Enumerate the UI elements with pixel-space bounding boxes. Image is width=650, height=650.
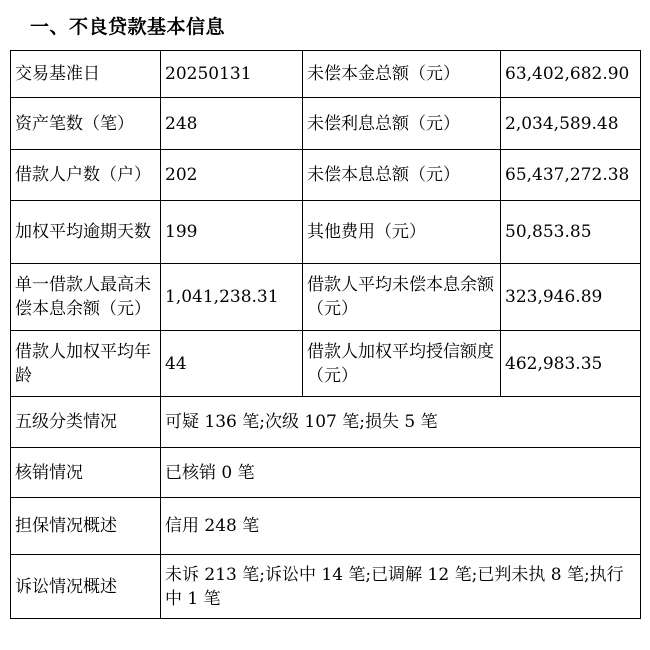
table-row	[11, 150, 641, 201]
row-value: 已核销 0 笔	[161, 448, 641, 498]
table-row	[11, 331, 641, 397]
row-label: 加权平均逾期天数	[11, 201, 161, 264]
row-value: 可疑 136 笔;次级 107 笔;损失 5 笔	[161, 397, 641, 448]
row-value: 2,034,589.48	[501, 98, 641, 150]
row-label: 借款人户数（户）	[11, 150, 161, 201]
row-label: 核销情况	[11, 448, 161, 498]
row-value: 63,402,682.90	[501, 51, 641, 98]
row-label: 未偿本息总额（元）	[303, 150, 501, 201]
row-label: 交易基准日	[11, 51, 161, 98]
row-value: 未诉 213 笔;诉讼中 14 笔;已调解 12 笔;已判未执 8 笔;执行中 1 笔	[161, 555, 641, 619]
row-label: 借款人平均未偿本息余额（元）	[303, 264, 501, 331]
row-label: 五级分类情况	[11, 397, 161, 448]
row-value: 1,041,238.31	[161, 264, 303, 331]
row-value: 462,983.35	[501, 331, 641, 397]
table-row	[11, 555, 641, 619]
row-value: 信用 248 笔	[161, 498, 641, 555]
row-value: 20250131	[161, 51, 303, 98]
row-label: 单一借款人最高未偿本息余额（元）	[11, 264, 161, 331]
row-label: 诉讼情况概述	[11, 555, 161, 619]
table-row	[11, 51, 641, 98]
row-value: 65,437,272.38	[501, 150, 641, 201]
row-value: 248	[161, 98, 303, 150]
table-row	[11, 98, 641, 150]
row-label: 借款人加权平均年龄	[11, 331, 161, 397]
table-row	[11, 264, 641, 331]
loan-info-table	[10, 50, 641, 619]
row-label: 借款人加权平均授信额度（元）	[303, 331, 501, 397]
page-title: 一、不良贷款基本信息	[30, 16, 226, 38]
table-row	[11, 397, 641, 448]
row-value: 202	[161, 150, 303, 201]
row-label: 资产笔数（笔）	[11, 98, 161, 150]
table-row	[11, 448, 641, 498]
row-value: 44	[161, 331, 303, 397]
table-row	[11, 201, 641, 264]
row-label: 其他费用（元）	[303, 201, 501, 264]
table-row	[11, 498, 641, 555]
row-label: 未偿利息总额（元）	[303, 98, 501, 150]
row-label: 担保情况概述	[11, 498, 161, 555]
row-value: 323,946.89	[501, 264, 641, 331]
row-value: 50,853.85	[501, 201, 641, 264]
row-value: 199	[161, 201, 303, 264]
row-label: 未偿本金总额（元）	[303, 51, 501, 98]
